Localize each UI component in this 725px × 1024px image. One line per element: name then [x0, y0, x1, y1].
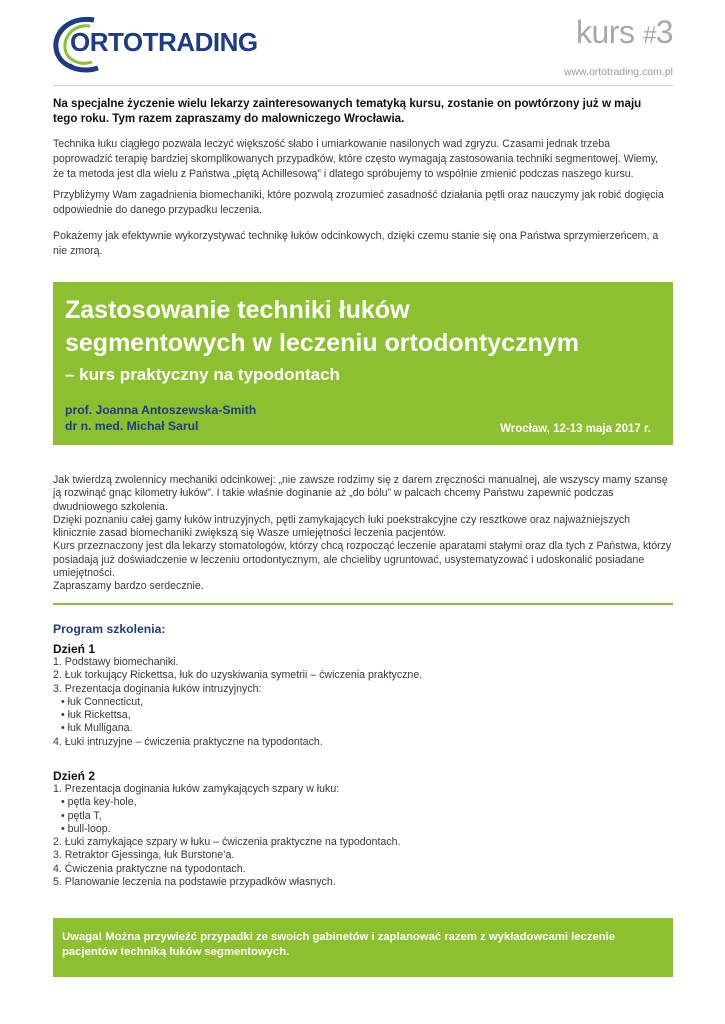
list-item: 4. Łuki intruzyjne – ćwiczenia praktyczne na typodontach. [53, 735, 323, 748]
kurs-number: 3 [655, 14, 673, 50]
intro-paragraph-3: Pokażemy jak efektywnie wykorzystywać technikę łuków odcinkowych, dzięki czemu stanie się ona Państwa sprzymierzeńcem, a nie zmorą. [53, 230, 659, 257]
lecturer-2: dr n. med. Michał Sarul [65, 419, 199, 433]
list-item: 5. Planowanie leczenia na podstawie przypadków własnych. [53, 876, 336, 889]
list-item: 3. Retraktor Gjessinga, łuk Burstone’a. [53, 849, 235, 862]
list-subitem: • łuk Connecticut, [61, 695, 144, 708]
list-subitem: • pętla T, [61, 809, 102, 822]
list-subitem: • łuk Mulligana. [61, 722, 133, 735]
logo-prefix: ORTO [70, 27, 143, 57]
lecturer-1: prof. Joanna Antoszewska-Smith [65, 403, 257, 417]
list-item: 4. Ćwiczenia praktyczne na typodontach. [53, 862, 246, 875]
list-subitem: • łuk Rickettsa, [61, 709, 131, 722]
day-1-heading: Dzień 1 [53, 642, 96, 656]
intro-notice: Na specjalne życzenie wielu lekarzy zainteresowanych tematyką kursu, zostanie on powtórzony już w maju tego roku. Tym razem zapraszamy do malowniczego Wrocławia. [53, 97, 642, 125]
note-box [53, 918, 673, 977]
intro-paragraph-1: Technika łuku ciągłego pozwala leczyć większość słabo i umiarkowanie nasilonych wad zgryzu. Czasami jednak trzeba poprowadzić terapię bardziej skomplikowanych przypadków, które często wymagają zastosowania techniki segmentowej. Wiemy, że ta metoda jest dla wielu z Państwa „piętą Achillesową” i dlatego spróbujemy to wspólnie zmienić podczas naszego kursu. [53, 138, 659, 180]
description-paragraph: Zapraszamy bardzo serdecznie. [53, 580, 204, 593]
website-link[interactable]: www.ortotrading.com.pl [563, 66, 673, 78]
list-item: 2. Łuki zamykające szpary w łuku – ćwiczenia praktyczne na typodontach. [53, 836, 401, 849]
description-paragraph: Jak twierdzą zwolennicy mechaniki odcinkowej: „nie zawsze rodzimy się z darem zręczności manualnej, ale wszyscy mamy szansę ją rozwinąć gnąc kilometry łuków”. I takie właśnie doginanie aż „do bólu” w palcach chcemy Państwu zapewnić podczas dwudniowego szkolenia. [53, 474, 668, 513]
section-divider [53, 603, 673, 605]
course-description [53, 474, 673, 594]
kurs-hash: # [642, 22, 656, 49]
course-place-date: Wrocław, 12-13 maja 2017 r. [500, 423, 651, 435]
course-title-banner [53, 282, 673, 445]
list-subitem: • bull-loop. [61, 822, 111, 835]
description-paragraph: Dzięki poznaniu całej gamy łuków intruzyjnych, pętli zamykających łuki poekstrakcyjne czy resztkowe oraz najważniejszych klinicznie zasad biomechaniki zwiększą się Wasze umiejętności leczenia pacjentów. [53, 513, 631, 540]
note-text: Uwaga! Można przywieźć przypadki ze swoich gabinetów i zaplanować razem z wykładowcami leczenie pacjentów techniką łuków segmentowych. [62, 931, 616, 958]
logo-wordmark [70, 27, 258, 58]
course-subtitle: – kurs praktyczny na typodontach [65, 365, 340, 384]
day-1-list [53, 656, 613, 749]
course-number [576, 14, 673, 51]
list-subitem: • pętla key-hole, [61, 796, 137, 809]
list-item: 1. Prezentacja doginania łuków zamykających szpary w łuku: [53, 783, 340, 795]
kurs-label: kurs [576, 14, 635, 50]
logo-suffix: TRADING [142, 27, 258, 57]
list-item: 1. Podstawy biomechaniki. [53, 656, 179, 668]
day-2-heading: Dzień 2 [53, 769, 96, 783]
header-divider [53, 85, 673, 86]
description-paragraph: Kurs przeznaczony jest dla lekarzy stomatologów, którzy chcą rozpocząć leczenie aparatami stałymi oraz dla tych z Państwa, którzy posiadają już doświadczenie w leczeniu ortodontycznym, ale chcieliby ugruntować, usystematyzować i udoskonalić posiadane umiejętności. [53, 540, 672, 580]
course-title-line-1: Zastosowanie techniki łuków [65, 296, 410, 324]
course-title [65, 294, 665, 360]
day-2-list [53, 783, 613, 889]
course-title-line-2: segmentowych w leczeniu ortodontycznym [65, 329, 579, 357]
intro-paragraph-2: Przybliżymy Wam zagadnienia biomechaniki, które pozwolą zrozumieć zasadność działania pętli oraz nauczymy jak robić dogięcia odpowiednie do danego przypadku leczenia. [53, 189, 664, 216]
program-heading: Program szkolenia: [53, 622, 166, 636]
list-item: 2. Łuk torkujący Rickettsa, łuk do uzyskiwania symetrii – ćwiczenia praktyczne. [53, 669, 423, 682]
list-item: 3. Prezentacja doginania łuków intruzyjnych: [53, 682, 262, 695]
